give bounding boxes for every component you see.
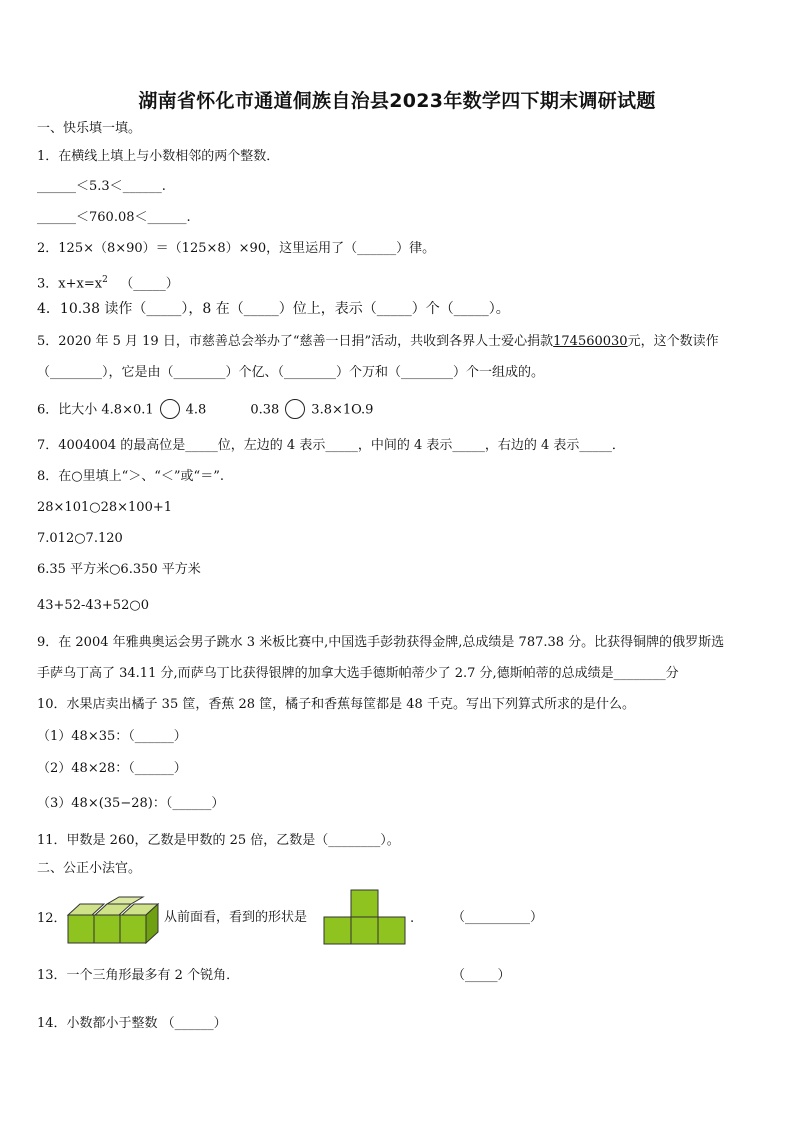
cube-stack-figure <box>66 896 162 946</box>
question-6: 6．比大小 4.8×0.1 4.8 0.38 3.8×1O.9 <box>37 400 373 420</box>
question-10-item: （3）48×(35−28)：（______） <box>37 796 225 811</box>
question-12-dot: . <box>410 911 415 926</box>
question-8-item: 28×101○28×100+1 <box>37 500 173 515</box>
section-heading-1: 一、快乐填一填。 <box>37 121 142 136</box>
question-9-line1: 9．在 2004 年雅典奥运会男子跳水 3 米板比赛中,中国选手彭勃获得金牌,总成绩是 787.38 分。比获得铜牌的俄罗斯选 <box>37 635 725 650</box>
question-8: 8．在○里填上“＞、“＜”或“＝”. <box>37 469 224 484</box>
question-12-text: 从前面看，看到的形状是 <box>164 910 308 925</box>
question-5-line2: （________），它是由（________）个亿、（________）个万和（________）个一组成的。 <box>37 365 545 380</box>
question-10-item: （1）48×35：（______） <box>37 729 187 744</box>
blank-line: ______ <box>37 210 76 225</box>
question-14: 14．小数都小于整数 （______） <box>37 1016 227 1031</box>
question-11: 11．甲数是 260，乙数是甲数的 25 倍，乙数是（________）。 <box>37 833 400 848</box>
question-1a: ______＜5.3＜______. <box>37 179 166 194</box>
question-1b: ______＜760.08＜______. <box>37 210 191 225</box>
question-3: 3．$x+x=x^2$ （_____） <box>37 275 179 292</box>
question-2: 2．125×（8×90）＝（125×8）×90，这里运用了（______）律。 <box>37 241 436 256</box>
question-8-item: 6.35 平方米○6.350 平方米 <box>37 562 201 577</box>
question-12-blank: （__________） <box>452 910 544 925</box>
compare-circle[interactable] <box>160 399 180 419</box>
question-13-blank: （_____） <box>452 968 511 983</box>
question-8-item: 7.012○7.120 <box>37 531 123 546</box>
question-10: 10．水果店卖出橘子 35 筐，香蕉 28 筐，橘子和香蕉每筐都是 48 千克。写出下列算式所求的是什么。 <box>37 697 635 712</box>
question-7: 7．4004004 的最高位是_____位，左边的 4 表示_____，中间的 4 表示_____，右边的 4 表示_____． <box>37 438 625 453</box>
question-4: 4．10.38 读作（_____），8 在（_____）位上，表示（_____）个（_____）。 <box>37 301 510 317</box>
blank-line: ______ <box>37 179 76 194</box>
question-13: 13．一个三角形最多有 2 个锐角． <box>37 968 240 983</box>
blank-line: ______. <box>147 210 191 225</box>
front-view-shape <box>322 888 408 946</box>
question-12-number: 12． <box>37 911 67 926</box>
question-8-item: 43+52-43+52○0 <box>37 598 149 613</box>
donation-amount: 174560030 <box>553 334 628 349</box>
question-1: 1．在横线上填上与小数相邻的两个整数． <box>37 149 280 164</box>
blank-line: ______. <box>122 179 166 194</box>
compare-circle[interactable] <box>285 399 305 419</box>
question-5-line1: 5．2020 年 5 月 19 日，市慈善总会举办了“慈善一日捐”活动，共收到各界人士爱心捐款174560030元，这个数读作 <box>37 334 719 349</box>
question-10-item: （2）48×28：（______） <box>37 761 187 776</box>
question-9-line2: 手萨乌丁高了 34.11 分,而萨乌丁比获得银牌的加拿大选手德斯帕蒂少了 2.7 分,德斯帕蒂的总成绩是________分 <box>37 666 679 681</box>
section-heading-2: 二、公正小法官。 <box>37 861 142 876</box>
page-title: 湖南省怀化市通道侗族自治县2023年数学四下期末调研试题 <box>138 90 656 112</box>
